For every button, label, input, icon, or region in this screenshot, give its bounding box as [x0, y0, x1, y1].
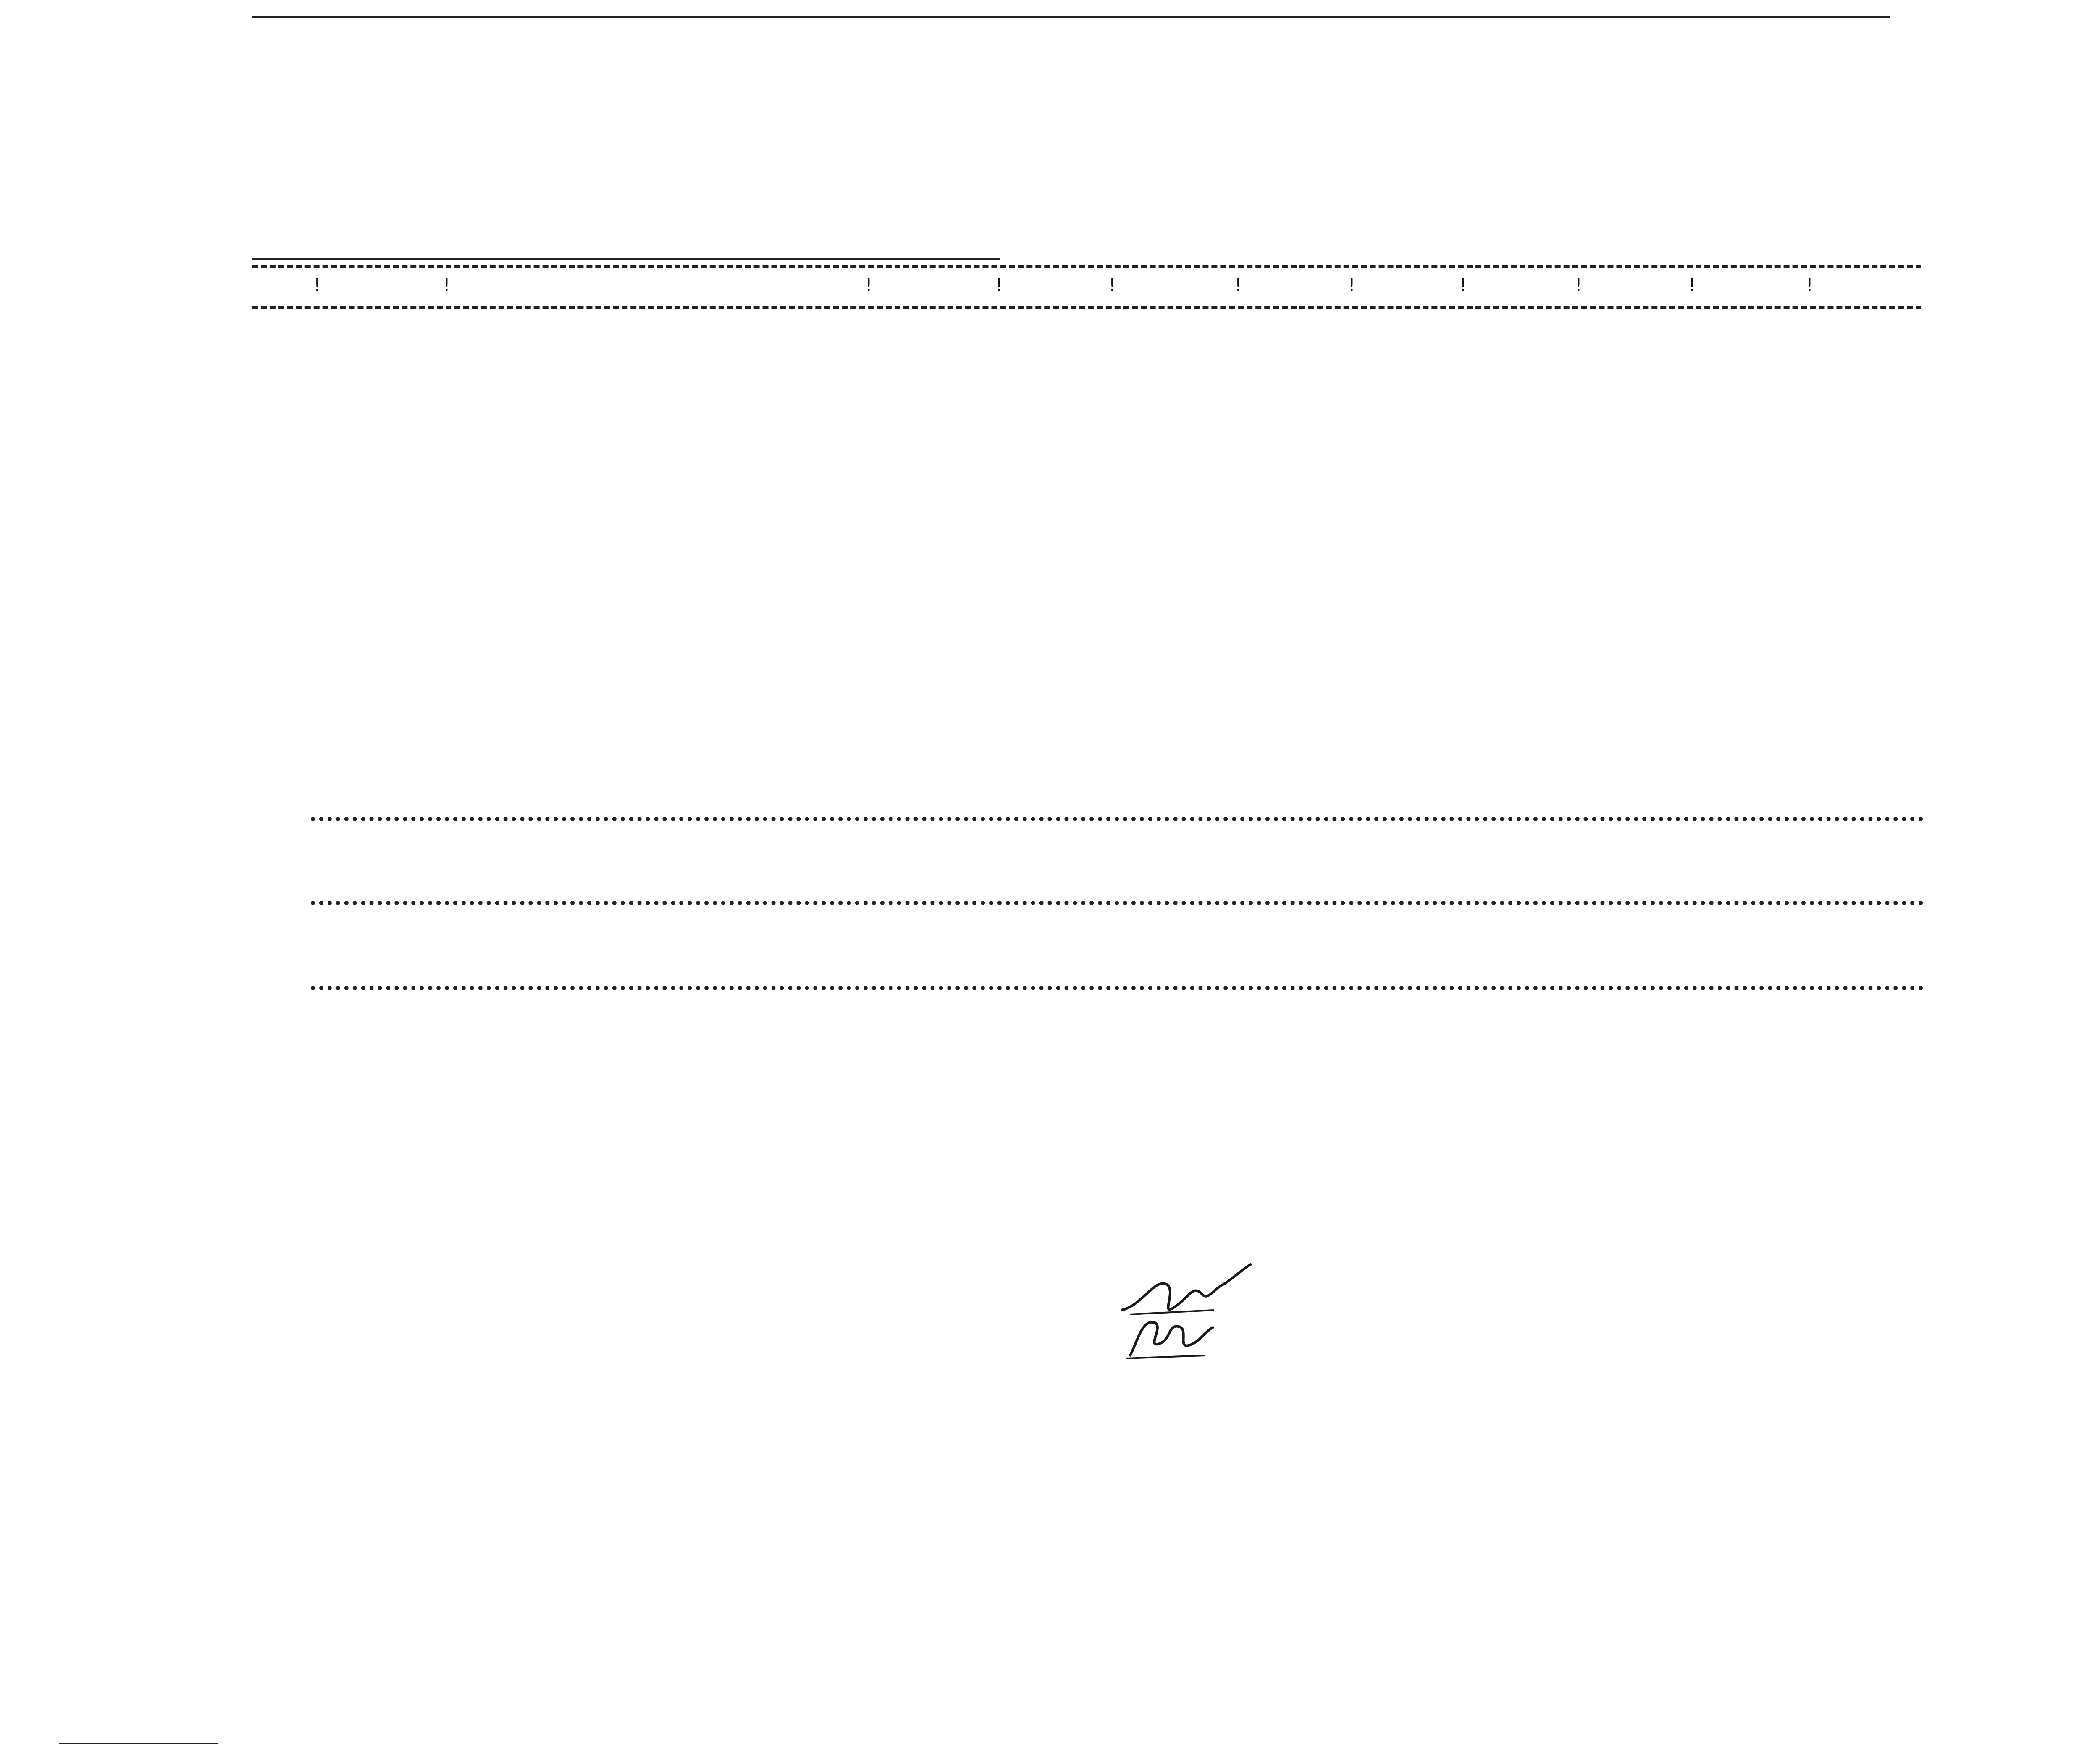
header-rule-bottom — [252, 306, 1922, 309]
column-separator: ! — [1686, 275, 1699, 296]
dotted-rule-2 — [311, 901, 1924, 905]
header-rule-top — [252, 265, 1922, 268]
column-separator: ! — [1233, 275, 1245, 296]
scan-edge-line — [252, 16, 1890, 18]
column-separator: ! — [1804, 275, 1816, 296]
scan-edge-line-bottom — [59, 1743, 218, 1744]
column-separator: ! — [1107, 275, 1119, 296]
column-separator: ! — [441, 275, 454, 296]
column-separator: ! — [1457, 275, 1470, 296]
checker-signature — [1121, 1310, 1218, 1365]
dotted-rule-3 — [311, 986, 1924, 990]
dotted-rule-1 — [311, 817, 1924, 821]
column-separator: ! — [1573, 275, 1586, 296]
album-underline — [252, 258, 1000, 260]
column-separator: ! — [1346, 275, 1359, 296]
column-separator: ! — [312, 275, 324, 296]
column-separator: ! — [993, 275, 1006, 296]
column-separator: ! — [863, 275, 876, 296]
